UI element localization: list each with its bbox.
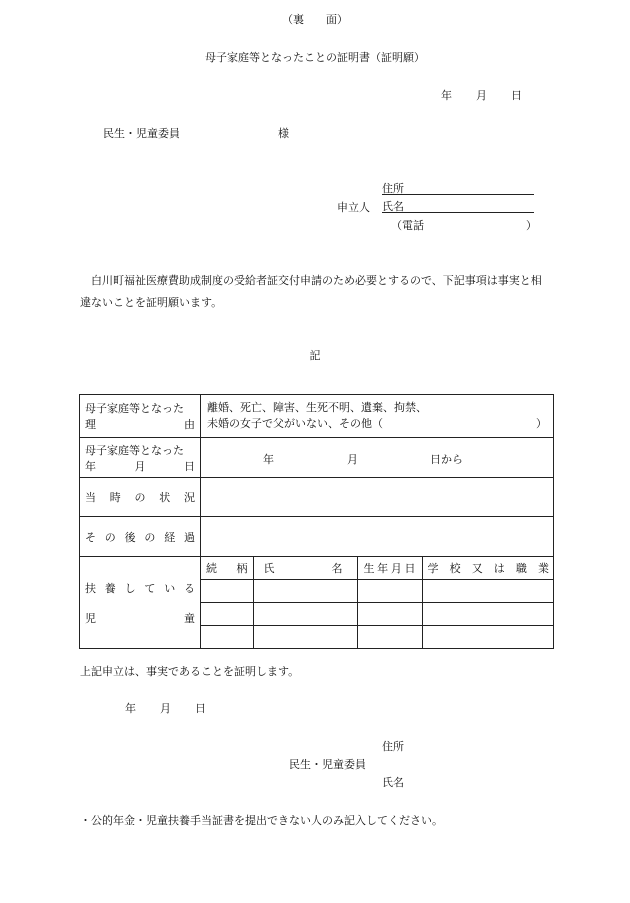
request-date-month: 月 — [476, 89, 487, 102]
child-name-cell[interactable] — [253, 603, 357, 626]
progress-value[interactable] — [201, 517, 554, 557]
applicant-address-label: 住所 — [382, 182, 404, 195]
table-row — [201, 626, 554, 649]
certification-text: 上記申立は、事実であることを証明します。 — [80, 665, 300, 678]
col-birthdate: 生 年 月 日 — [357, 557, 422, 580]
child-school-cell[interactable] — [422, 603, 554, 626]
date-row — [80, 438, 554, 478]
certifier-name-label: 氏名 — [382, 776, 404, 789]
applicant-address-field[interactable] — [382, 180, 534, 195]
date-day-from: 日から — [430, 453, 463, 466]
reason-row — [80, 395, 554, 438]
reason-options-close: ） — [536, 417, 547, 430]
ki-heading: 記 — [309, 349, 321, 362]
reason-options-line2: 未婚の女子で父がいない、その他（ — [207, 417, 383, 430]
child-birthdate-cell[interactable] — [357, 603, 422, 626]
child-name-cell[interactable] — [253, 626, 357, 649]
child-school-cell[interactable] — [422, 580, 554, 603]
cert-date — [125, 700, 206, 716]
applicant-role: 申立人 — [337, 201, 370, 214]
date-year: 年 — [263, 453, 274, 466]
children-grid — [201, 557, 554, 648]
details-table — [79, 394, 554, 649]
date-label: 母子家庭等となった 年 月 日 — [80, 438, 201, 478]
applicant-name-field[interactable] — [382, 198, 534, 213]
applicant-phone-close: ） — [526, 219, 537, 232]
certifier-title: 民生・児童委員 — [289, 758, 366, 771]
progress-label: そ の 後 の 経 過 — [80, 517, 201, 557]
side-label: （裏 面） — [282, 13, 348, 26]
situation-value[interactable] — [201, 478, 554, 517]
reason-label: 母子家庭等となった 理 由 — [80, 395, 201, 438]
children-header-row — [201, 557, 554, 580]
child-birthdate-cell[interactable] — [357, 580, 422, 603]
situation-label: 当 時 の 状 況 — [80, 478, 201, 517]
date-value[interactable] — [201, 438, 554, 478]
request-date — [441, 87, 522, 103]
child-relationship-cell[interactable] — [201, 626, 253, 649]
situation-row — [80, 478, 554, 517]
table-row — [201, 603, 554, 626]
child-relationship-cell[interactable] — [201, 603, 253, 626]
child-school-cell[interactable] — [422, 626, 554, 649]
applicant-name-label: 氏名 — [382, 200, 404, 213]
children-grid-cell — [201, 557, 554, 649]
cert-date-year: 年 — [125, 702, 136, 715]
cert-date-month: 月 — [160, 702, 171, 715]
col-relationship: 続 柄 — [201, 557, 253, 580]
reason-label-line1: 母子家庭等となった — [85, 402, 184, 415]
request-date-day: 日 — [511, 89, 522, 102]
page-title: 母子家庭等となったことの証明書（証明願） — [205, 51, 425, 64]
reason-options[interactable] — [201, 395, 554, 438]
children-label: 扶 養 し て い る 児 童 — [80, 557, 201, 649]
addressee-honorific: 様 — [278, 127, 289, 140]
col-name: 氏 名 — [253, 557, 357, 580]
reason-options-line1: 離婚、死亡、障害、生死不明、遺棄、拘禁、 — [207, 401, 427, 414]
footnote: ・公的年金・児童扶養手当証書を提出できない人のみ記入してください。 — [80, 814, 443, 827]
child-name-cell[interactable] — [253, 580, 357, 603]
addressee-title: 民生・児童委員 — [103, 127, 180, 140]
date-month: 月 — [347, 453, 358, 466]
col-school-job: 学 校 又 は 職 業 — [422, 557, 554, 580]
progress-row — [80, 517, 554, 557]
child-birthdate-cell[interactable] — [357, 626, 422, 649]
request-date-year: 年 — [441, 89, 452, 102]
children-row — [80, 557, 554, 649]
cert-date-day: 日 — [195, 702, 206, 715]
certifier-address-label: 住所 — [382, 740, 404, 753]
applicant-phone-open: （電話 — [391, 219, 424, 232]
table-row — [201, 580, 554, 603]
request-paragraph: 白川町福祉医療費助成制度の受給者証交付申請のため必要とするので、下記事項は事実と相違ないことを証明願います。 — [80, 274, 542, 309]
child-relationship-cell[interactable] — [201, 580, 253, 603]
